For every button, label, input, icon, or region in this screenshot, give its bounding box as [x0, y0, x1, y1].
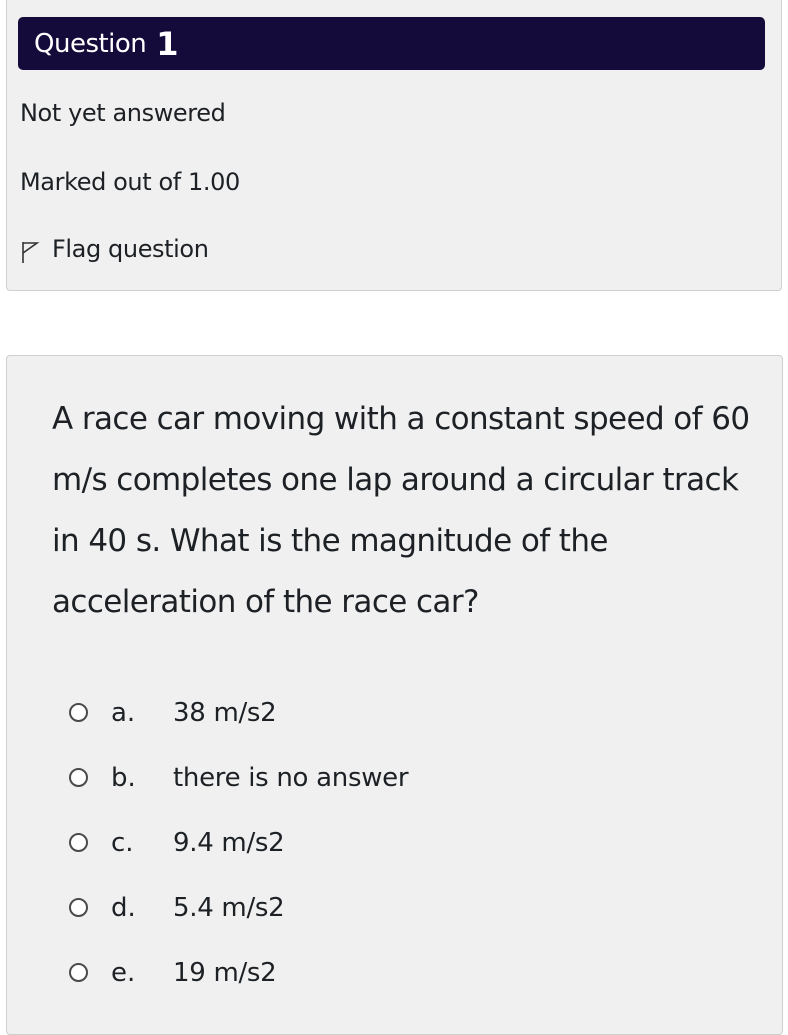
answer-text: 19 m/s2 — [173, 957, 277, 988]
question-number-header — [18, 17, 765, 70]
answer-letter: e. — [111, 957, 136, 988]
answer-letter: a. — [111, 697, 136, 728]
radio-unchecked-icon[interactable] — [69, 898, 88, 917]
question-label: Question — [34, 28, 147, 59]
answer-text: 5.4 m/s2 — [173, 892, 285, 923]
answer-option-e[interactable] — [69, 940, 408, 1005]
answer-option-d[interactable] — [69, 875, 408, 940]
answer-option-b[interactable] — [69, 745, 408, 810]
question-grade: Marked out of 1.00 — [20, 168, 240, 196]
answer-options — [69, 680, 408, 1005]
answer-text: there is no answer — [173, 762, 409, 793]
flag-icon — [20, 240, 40, 264]
flag-question-link[interactable] — [20, 234, 209, 264]
answer-letter: d. — [111, 892, 136, 923]
question-number: 1 — [156, 24, 179, 63]
answer-text: 38 m/s2 — [173, 697, 277, 728]
flag-question-label: Flag question — [52, 235, 209, 263]
question-state: Not yet answered — [20, 99, 226, 127]
radio-unchecked-icon[interactable] — [69, 703, 88, 722]
question-text: A race car moving with a constant speed of 60 m/s completes one lap around a circular track in 40 s. What is the magnitude of the acceleration of the race car? — [52, 401, 750, 620]
answer-letter: c. — [111, 827, 134, 858]
question-content-card — [6, 355, 783, 1035]
radio-unchecked-icon[interactable] — [69, 768, 88, 787]
answer-text: 9.4 m/s2 — [173, 827, 285, 858]
radio-unchecked-icon[interactable] — [69, 963, 88, 982]
radio-unchecked-icon[interactable] — [69, 833, 88, 852]
answer-option-c[interactable] — [69, 810, 408, 875]
answer-option-a[interactable] — [69, 680, 408, 745]
answer-letter: b. — [111, 762, 136, 793]
